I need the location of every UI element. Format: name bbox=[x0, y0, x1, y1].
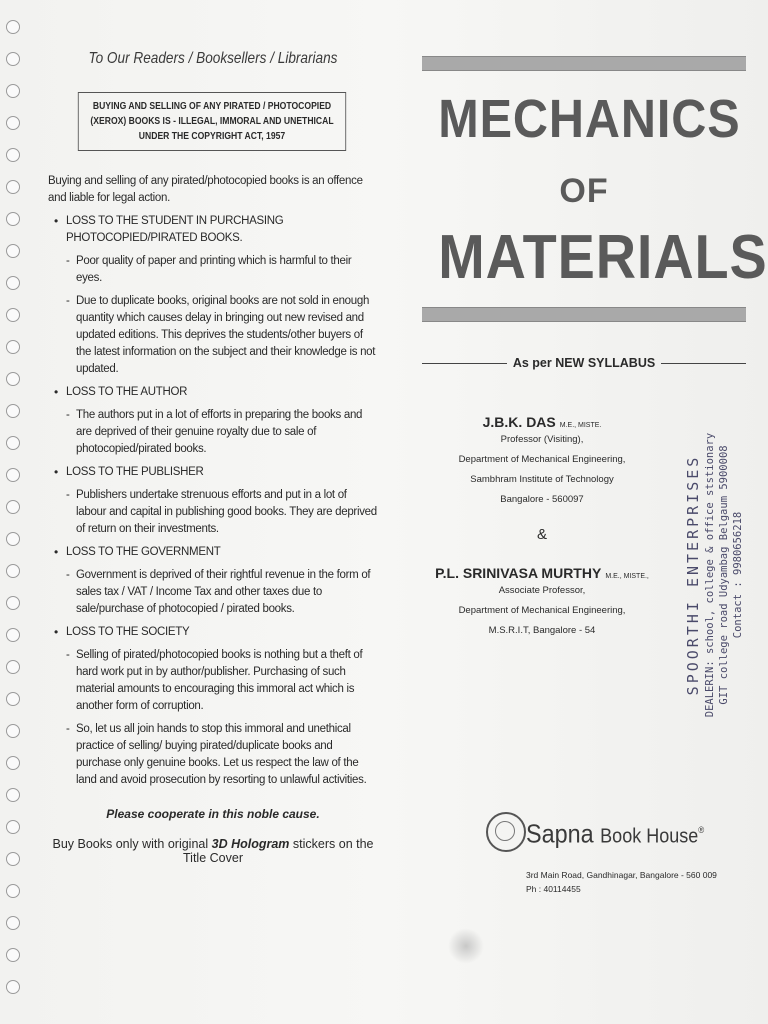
section-heading-student: • LOSS TO THE STUDENT IN PURCHASING PHOTOCOPIED/PIRATED BOOKS. bbox=[48, 213, 378, 247]
notice-intro: Buying and selling of any pirated/photocopied books is an offence and liable for legal action. bbox=[48, 175, 363, 204]
section-item: - Poor quality of paper and printing which is harmful to their eyes. bbox=[48, 253, 378, 287]
hologram-pre: Buy Books only with original bbox=[52, 837, 209, 851]
section-heading-government: • LOSS TO THE GOVERNMENT bbox=[48, 544, 378, 561]
author-2-dept: Department of Mechanical Engineering, bbox=[458, 605, 626, 616]
dealer-stamp bbox=[684, 410, 744, 740]
publisher-name: Sapna Book House® bbox=[526, 818, 705, 849]
title-line-3: MATERIALS bbox=[438, 223, 768, 292]
section-item: - Selling of pirated/photocopied books is nothing but a theft of hard work put in by author/publisher. Purchasing of such material amounts to encouraging this immoral act which is another form of corruption. bbox=[48, 647, 378, 715]
section-item: - So, let us all join hands to stop this immoral and unethical practice of selling/ buying pirated/duplicate books and purchase only genuine books. Let us respect the law of the land and avoid prosecution by resorting to unlawful activities. bbox=[48, 721, 378, 789]
hologram-emphasis: 3D Hologram bbox=[211, 837, 290, 851]
dealer-name: SPOORTHI ENTERPRISES bbox=[684, 454, 702, 696]
author-1-quals: M.E., MISTE. bbox=[559, 422, 602, 429]
publisher-seal-icon bbox=[486, 812, 526, 852]
syllabus-label: As per NEW SYLLABUS bbox=[512, 356, 656, 370]
copyright-warning-box: BUYING AND SELLING OF ANY PIRATED / PHOTOCOPIED (XEROX) BOOKS IS - ILLEGAL, IMMORAL AND UNETHICAL UNDER THE COPYRIGHT ACT, 1957 bbox=[78, 92, 346, 151]
bottom-rule-bar bbox=[422, 307, 746, 322]
top-rule-bar bbox=[422, 56, 746, 71]
section-heading-publisher: • LOSS TO THE PUBLISHER bbox=[48, 464, 378, 481]
author-1-dept: Department of Mechanical Engineering, bbox=[458, 454, 626, 465]
author-1-city: Bangalore - 560097 bbox=[500, 494, 584, 505]
dealer-line-1: DEALERIN: school, college & office ststionary bbox=[704, 432, 716, 718]
syllabus-rule-right bbox=[661, 363, 746, 364]
hologram-line bbox=[48, 837, 378, 865]
author-1-name: J.B.K. DAS M.E., MISTE. bbox=[482, 414, 602, 430]
author-2-quals: M.E., MISTE., bbox=[605, 573, 649, 580]
author-block bbox=[422, 414, 662, 641]
dealer-line-2: GIT college road Udyambag Belgaum 5900008 bbox=[718, 445, 730, 705]
section-item: - Due to duplicate books, original books are not sold in enough quantity which causes delay in bringing out new revised and updated editions. This deprives the students/other buyers of the latest information on the subject and their knowledge is not updated. bbox=[48, 293, 378, 378]
syllabus-banner bbox=[422, 356, 746, 370]
ink-smudge bbox=[448, 928, 484, 964]
section-item: - Publishers undertake strenuous efforts and put in a lot of labour and capital in publishing good books. They are deprived of return on their investments. bbox=[48, 487, 378, 538]
title-line-2: OF bbox=[559, 172, 609, 210]
spiral-binding bbox=[6, 20, 20, 1020]
syllabus-rule-left bbox=[422, 363, 507, 364]
anti-piracy-notice bbox=[48, 50, 378, 865]
hologram-post: stickers on the Title Cover bbox=[183, 837, 374, 865]
section-item: - The authors put in a lot of efforts in preparing the books and are deprived of their genuine royalty due to sale of photocopied/pirated books. bbox=[48, 407, 378, 458]
ampersand: & bbox=[536, 526, 547, 543]
author-2-name: P.L. SRINIVASA MURTHY M.E., MISTE., bbox=[435, 565, 649, 581]
dealer-line-3: Contact : 9980656218 bbox=[732, 511, 744, 639]
publisher-address: 3rd Main Road, Gandhinagar, Bangalore - 560 009 Ph : 40114455 bbox=[526, 870, 717, 894]
section-heading-author: • LOSS TO THE AUTHOR bbox=[48, 384, 378, 401]
cooperate-line: Please cooperate in this noble cause. bbox=[106, 807, 320, 821]
author-2-role: Associate Professor, bbox=[498, 585, 586, 596]
author-1-inst: Sambhram Institute of Technology bbox=[470, 474, 614, 485]
notice-title: To Our Readers / Booksellers / Librarians bbox=[88, 50, 338, 67]
title-line-1: MECHANICS bbox=[438, 89, 741, 149]
author-2-inst: M.S.R.I.T, Bangalore - 54 bbox=[488, 625, 596, 636]
section-item: - Government is deprived of their rightful revenue in the form of sales tax / VAT / Income Tax and other taxes due to sale/purchase of photocopied / pirated books. bbox=[48, 567, 378, 618]
section-heading-society: • LOSS TO THE SOCIETY bbox=[48, 624, 378, 641]
author-1-role: Professor (Visiting), bbox=[500, 434, 584, 445]
